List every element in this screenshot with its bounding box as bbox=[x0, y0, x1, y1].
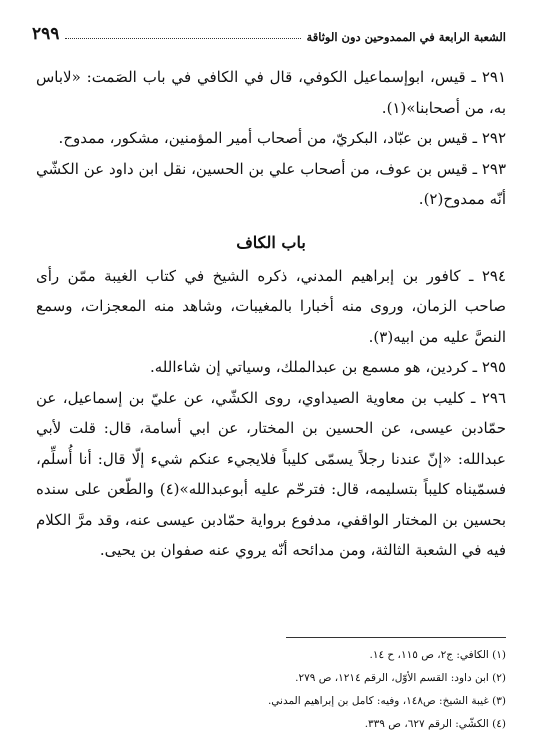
running-header bbox=[32, 20, 506, 44]
entry-296: ٢٩٦ ـ كليب بن معاوية الصيداوي، روى الكشّي، عن عليّ بن إسماعيل، عن حمّادبن عيسى، عن الحسين بن المختار، عن ابي أسامة، قال: قلت لأبي عبدالله: «إنّ عندنا رجلاً يسمّى كليباً فلايجيء عنكم شيء إلّا قال: أنا أُسلِّم، فسمّيناه كليباً بتسليمه، قال: فترحّم عليه أبوعبدالله»(٤) والطّعن على سنده بحسين بن المختار الواقفي، مدفوع برواية حمّادبن عيسى عنه، وقد مرَّ الكلام فيه في الشعبة الثالثة، ومن مدائحه أنّه يروي عنه صفوان بن يحيى. bbox=[36, 388, 506, 559]
entry-293: ٢٩٣ ـ قيس بن عوف، من أصحاب علي بن الحسين، نقل ابن داود عن الكشّي أنّه ممدوح(٢). bbox=[36, 159, 506, 208]
entry-294: ٢٩٤ ـ كافور بن إبراهيم المدني، ذكره الشيخ في كتاب الغيبة ممّن رأى صاحب الزمان، وروى منه أخبارا بالمغيبات، وشاهد منه المعجزات، وسمع النصَّ عليه من ابيه(٣). bbox=[36, 266, 506, 346]
entry-292: ٢٩٢ ـ قيس بن عبّاد، البكريّ، من أصحاب أمير المؤمنين، مشكور، ممدوح. bbox=[58, 129, 506, 147]
footnote-2: (٢) ابن داود: القسم الأوّل، الرقم ١٢١٤، ص ٢٧٩. bbox=[295, 672, 506, 684]
running-header-title: الشعبة الرابعة في الممدوحين دون الوثاقة bbox=[306, 30, 506, 44]
entry-295: ٢٩٥ ـ كردين، هو مسمع بن عبدالملك، وسياتي إن شاءالله. bbox=[149, 358, 506, 376]
footnote-1: (١) الكافي: ج٢، ص ١١٥، ح ١٤. bbox=[369, 649, 506, 661]
footnote-4: (٤) الكشّي: الرقم ٦٢٧، ص ٣٣٩. bbox=[364, 718, 506, 730]
page-number: ٢٩٩ bbox=[32, 24, 60, 44]
main-text bbox=[36, 62, 506, 566]
section-heading: باب الكاف bbox=[236, 232, 306, 252]
footnote-divider bbox=[286, 637, 506, 638]
footnotes bbox=[36, 637, 506, 736]
footnote-3: (٣) غيبة الشيخ: ص١٤٨، وفيه: كامل بن إبراهيم المدني. bbox=[267, 695, 506, 707]
header-dotted-leader bbox=[65, 38, 300, 39]
entry-291: ٢٩١ ـ قيس، ابوإسماعيل الكوفي، قال في الكافي في باب الصَمت: «لاباس به، من أصحابنا»(١). bbox=[36, 68, 506, 117]
